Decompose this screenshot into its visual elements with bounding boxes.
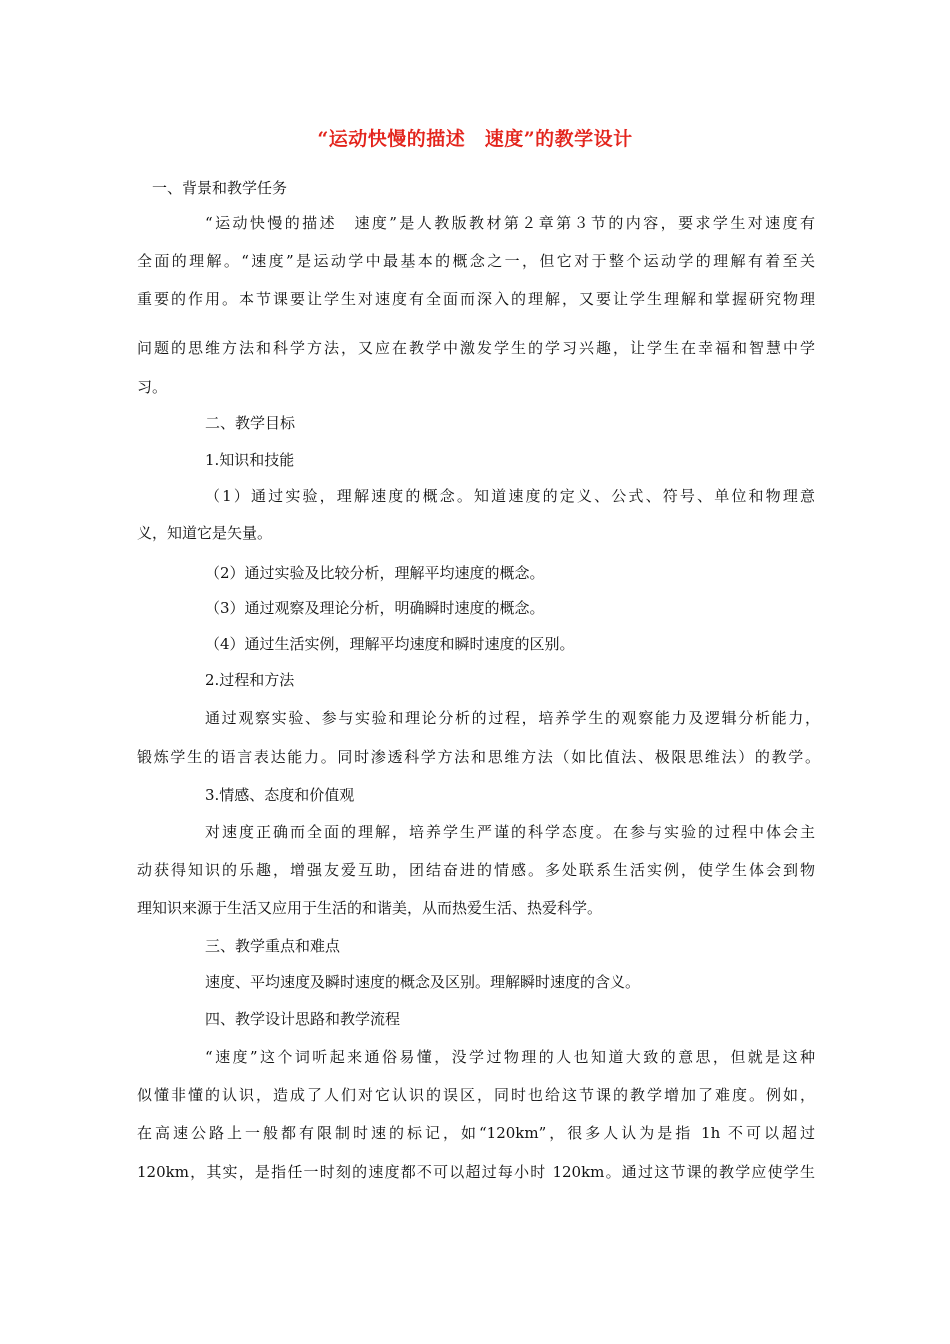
section-heading-key-points: 三、教学重点和难点 (205, 937, 341, 955)
paragraph-line: 速度、平均速度及瞬时速度的概念及区别。理解瞬时速度的含义。 (205, 973, 641, 991)
paragraph-line: 重要的作用。本节课要让学生对速度有全面而深入的理解，又要让学生理解和掌握研究物理 (137, 290, 815, 308)
objective-item: 义，知道它是矢量。 (137, 524, 273, 542)
objective-item: （1）通过实验，理解速度的概念。知道速度的定义、公式、符号、单位和物理意 (205, 487, 815, 505)
subheading-knowledge-skills: 1.知识和技能 (205, 451, 295, 469)
objective-item: （2）通过实验及比较分析，理解平均速度的概念。 (205, 564, 545, 582)
document-title: “运动快慢的描述 速度”的教学设计 (317, 128, 633, 150)
paragraph-line: 似懂非懂的认识，造成了人们对它认识的误区，同时也给这节课的教学增加了难度。例如， (137, 1086, 815, 1104)
paragraph-line: 习。 (137, 378, 168, 396)
paragraph-line: 通过观察实验、参与实验和理论分析的过程，培养学生的观察能力及逻辑分析能力， (205, 709, 820, 727)
section-heading-design-flow: 四、教学设计思路和教学流程 (205, 1010, 401, 1028)
paragraph-line: “运动快慢的描述 速度”是人教版教材第２章第３节的内容，要求学生对速度有 (205, 214, 815, 232)
paragraph-line: 对速度正确而全面的理解，培养学生严谨的科学态度。在参与实验的过程中体会主 (205, 823, 815, 841)
paragraph-line: 在高速公路上一般都有限制时速的标记，如“120km”，很多人认为是指 1h 不可以超过 (137, 1124, 815, 1142)
paragraph-line: 理知识来源于生活又应用于生活的和谐美，从而热爱生活、热爱科学。 (137, 899, 603, 917)
section-heading-background: 一、背景和教学任务 (152, 179, 288, 197)
subheading-process-methods: 2.过程和方法 (205, 671, 295, 689)
paragraph-line: 全面的理解。“速度”是运动学中最基本的概念之一，但它对于整个运动学的理解有着至关 (137, 252, 815, 270)
subheading-emotion-values: 3.情感、态度和价值观 (205, 786, 355, 804)
paragraph-line: 动获得知识的乐趣，增强友爱互助，团结奋进的情感。多处联系生活实例，使学生体会到物 (137, 861, 815, 879)
section-heading-objectives: 二、教学目标 (205, 414, 296, 432)
paragraph-line: 锻炼学生的语言表达能力。同时渗透科学方法和思维方法（如比值法、极限思维法）的教学。 (137, 748, 820, 766)
paragraph-line: 问题的思维方法和科学方法，又应在教学中激发学生的学习兴趣，让学生在幸福和智慧中学 (137, 339, 815, 357)
objective-item: （4）通过生活实例，理解平均速度和瞬时速度的区别。 (205, 635, 575, 653)
objective-item: （3）通过观察及理论分析，明确瞬时速度的概念。 (205, 599, 545, 617)
paragraph-line: 120km，其实，是指任一时刻的速度都不可以超过每小时 120km。通过这节课的教学应使学生 (137, 1163, 815, 1181)
paragraph-line: “速度”这个词听起来通俗易懂，没学过物理的人也知道大致的意思，但就是这种 (205, 1048, 815, 1066)
